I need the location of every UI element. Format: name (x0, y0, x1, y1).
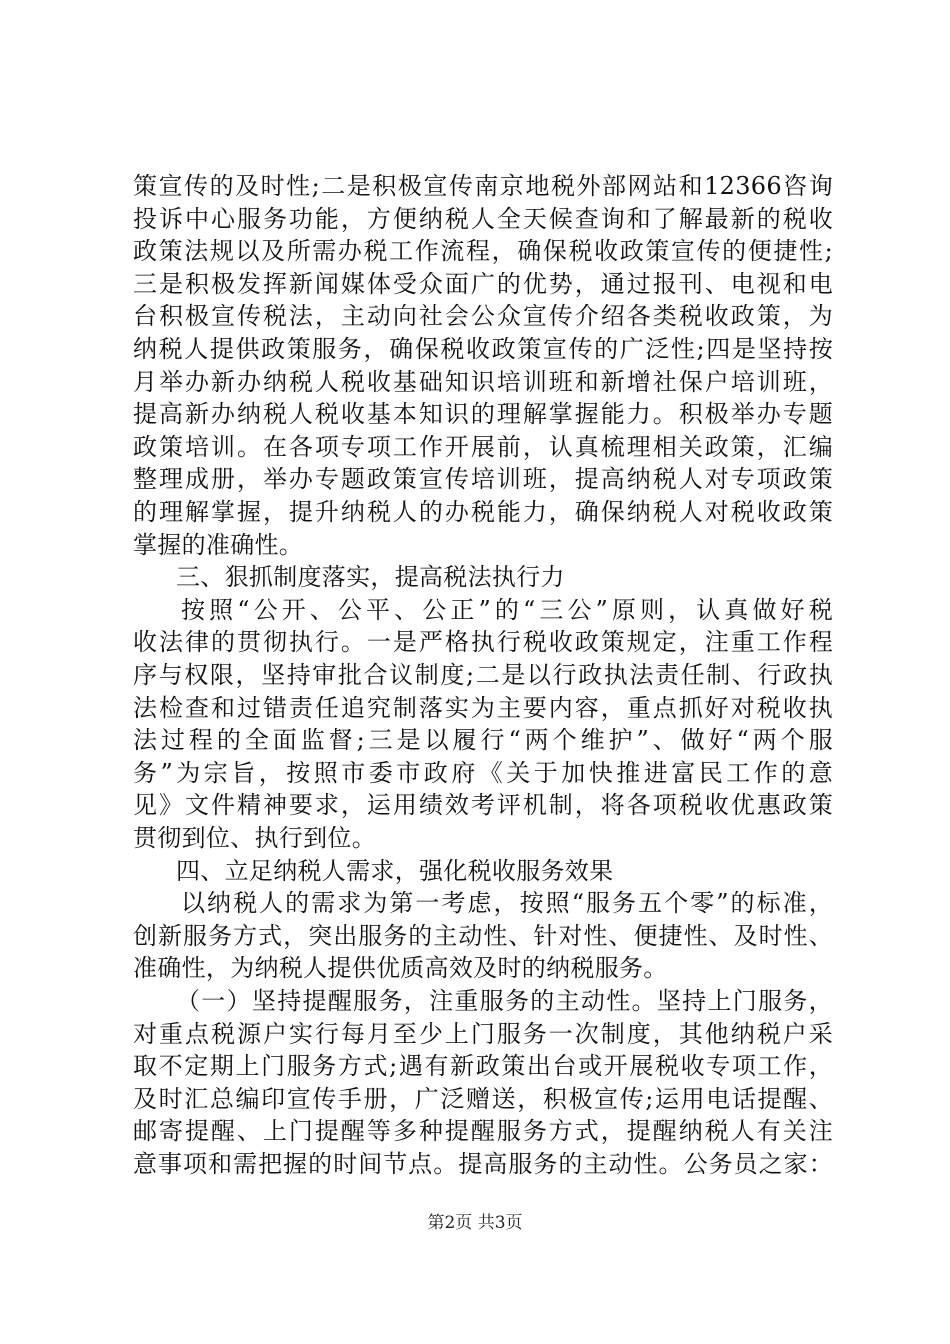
body-line: 准确性，为纳税人提供优质高效及时的纳税服务。 (133, 954, 668, 982)
body-line: 政策法规以及所需办税工作流程，确保税收政策宣传的便捷性; (133, 237, 833, 265)
body-line: 以纳税人的需求为第一考虑，按照“服务五个零”的标准， (181, 889, 833, 917)
body-line: 台积极宣传税法，主动向社会公众宣传介绍各类税收政策，为 (133, 302, 833, 330)
body-line: 法过程的全面监督;三是以履行“两个维护”、做好“两个服 (133, 726, 833, 754)
body-line: 邮寄提醒、上门提醒等多种提醒服务方式，提醒纳税人有关注 (133, 1117, 833, 1145)
body-line: （一）坚持提醒服务，注重服务的主动性。坚持上门服务， (176, 987, 833, 1015)
body-line: 按照“公开、公平、公正”的“三公”原则，认真做好税 (181, 596, 833, 624)
body-line: 对重点税源户实行每月至少上门服务一次制度，其他纳税户采 (133, 1020, 833, 1048)
body-line: 务”为宗旨，按照市委市政府《关于加快推进富民工作的意 (133, 759, 833, 787)
body-line: 三是积极发挥新闻媒体受众面广的优势，通过报刊、电视和电 (133, 270, 833, 298)
body-line: 月举办新办纳税人税收基础知识培训班和新增社保户培训班， (133, 368, 833, 396)
body-line: 纳税人提供政策服务，确保税收政策宣传的广泛性;四是坚持按 (133, 335, 833, 363)
section-heading: 三、狠抓制度落实，提高税法执行力 (176, 563, 565, 591)
body-line: 政策培训。在各项专项工作开展前，认真梳理相关政策，汇编 (133, 433, 833, 461)
body-line: 提高新办纳税人税收基本知识的理解掌握能力。积极举办专题 (133, 400, 833, 428)
page-footer: 第2页 共3页 (427, 1213, 523, 1233)
body-line: 及时汇总编印宣传手册，广泛赠送，积极宣传;运用电话提醒、 (133, 1085, 833, 1113)
body-line: 取不定期上门服务方式;遇有新政策出台或开展税收专项工作， (133, 1052, 833, 1080)
body-line: 收法律的贯彻执行。一是严格执行税收政策规定，注重工作程 (133, 628, 833, 656)
body-line: 整理成册，举办专题政策宣传培训班，提高纳税人对专项政策 (133, 465, 833, 493)
body-line: 序与权限，坚持审批合议制度;二是以行政执法责任制、行政执 (133, 661, 833, 689)
section-heading: 四、立足纳税人需求，强化税收服务效果 (176, 857, 614, 885)
body-line: 策宣传的及时性;二是积极宣传南京地税外部网站和12366咨询 (133, 172, 833, 200)
body-line: 意事项和需把握的时间节点。提高服务的主动性。公务员之家： (133, 1150, 833, 1178)
body-line: 创新服务方式，突出服务的主动性、针对性、便捷性、及时性、 (133, 922, 833, 950)
body-line: 见》文件精神要求，运用绩效考评机制，将各项税收优惠政策 (133, 791, 833, 819)
body-line: 法检查和过错责任追究制落实为主要内容，重点抓好对税收执 (133, 694, 833, 722)
body-line: 贯彻到位、执行到位。 (133, 824, 376, 852)
body-line: 投诉中心服务功能，方便纳税人全天候查询和了解最新的税收 (133, 205, 833, 233)
body-line: 的理解掌握，提升纳税人的办税能力，确保纳税人对税收政策 (133, 498, 833, 526)
body-line: 掌握的准确性。 (133, 531, 304, 559)
